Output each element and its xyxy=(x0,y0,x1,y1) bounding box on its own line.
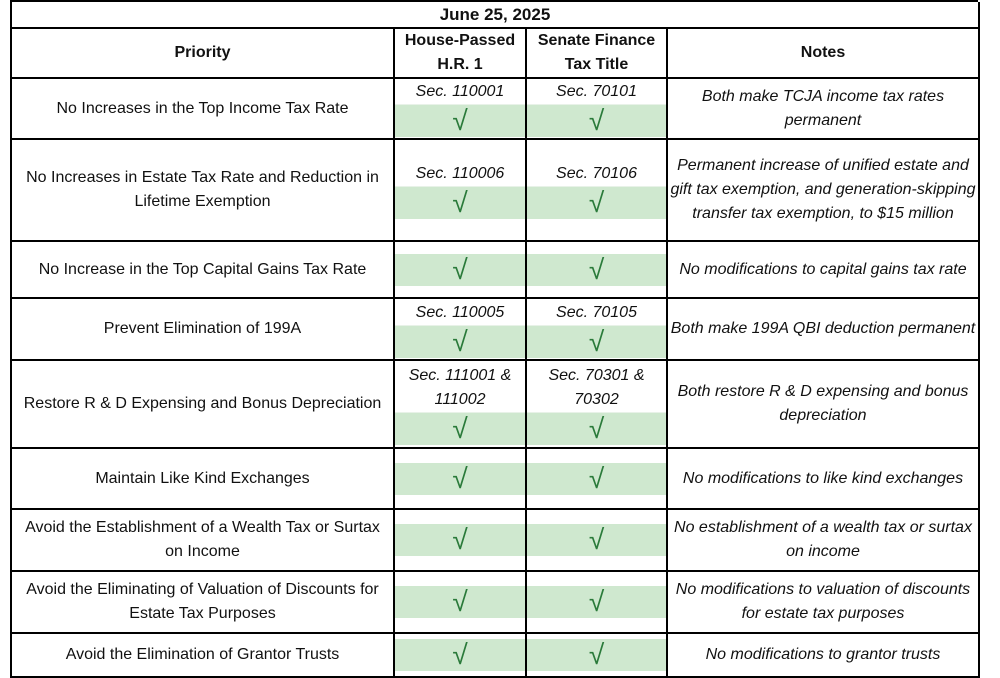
senate-cell xyxy=(526,139,667,241)
house-section-ref: Sec. 111001 & 111002 xyxy=(395,364,525,413)
notes-cell: No modifications to grantor trusts xyxy=(667,633,979,677)
table-row xyxy=(11,448,979,509)
table-row xyxy=(11,139,979,241)
senate-section-ref: Sec. 70106 xyxy=(527,162,666,187)
table-row xyxy=(11,571,979,633)
senate-header: Senate Finance Tax Title xyxy=(526,28,667,78)
senate-cell xyxy=(526,78,667,139)
checkmark-icon: √ xyxy=(395,105,525,137)
table-row xyxy=(11,241,979,298)
notes-cell: Both make TCJA income tax rates permanent xyxy=(667,78,979,139)
house-cell xyxy=(394,633,526,677)
notes-cell: No modifications to valuation of discounts for estate tax purposes xyxy=(667,571,979,633)
comparison-sheet xyxy=(10,0,978,675)
table-row xyxy=(11,298,979,360)
checkmark-icon: √ xyxy=(395,463,525,495)
notes-header: Notes xyxy=(667,28,979,78)
senate-cell xyxy=(526,448,667,509)
checkmark-icon: √ xyxy=(527,413,666,445)
house-cell xyxy=(394,448,526,509)
priority-cell: No Increases in the Top Income Tax Rate xyxy=(11,78,394,139)
house-section-ref: Sec. 110006 xyxy=(395,162,525,187)
header-row xyxy=(11,28,979,78)
senate-cell xyxy=(526,509,667,571)
senate-cell xyxy=(526,360,667,448)
priority-cell: No Increase in the Top Capital Gains Tax Rate xyxy=(11,241,394,298)
house-cell xyxy=(394,139,526,241)
notes-cell: Permanent increase of unified estate and gift tax exemption, and generation-skipping transfer tax exemption, to $15 million xyxy=(667,139,979,241)
senate-section-ref: Sec. 70301 & 70302 xyxy=(527,364,666,413)
house-cell xyxy=(394,298,526,360)
house-cell xyxy=(394,78,526,139)
house-cell xyxy=(394,241,526,298)
checkmark-icon: √ xyxy=(395,586,525,618)
priority-cell: No Increases in Estate Tax Rate and Reduction in Lifetime Exemption xyxy=(11,139,394,241)
priority-cell: Prevent Elimination of 199A xyxy=(11,298,394,360)
checkmark-icon: √ xyxy=(527,463,666,495)
priority-header: Priority xyxy=(11,28,394,78)
priority-cell: Avoid the Establishment of a Wealth Tax or Surtax on Income xyxy=(11,509,394,571)
checkmark-icon: √ xyxy=(395,413,525,445)
checkmark-icon: √ xyxy=(527,586,666,618)
priority-cell: Avoid the Eliminating of Valuation of Discounts for Estate Tax Purposes xyxy=(11,571,394,633)
priority-cell: Avoid the Elimination of Grantor Trusts xyxy=(11,633,394,677)
notes-cell: Both restore R & D expensing and bonus depreciation xyxy=(667,360,979,448)
checkmark-icon: √ xyxy=(527,254,666,286)
checkmark-icon: √ xyxy=(395,639,525,671)
senate-cell xyxy=(526,241,667,298)
checkmark-icon: √ xyxy=(527,639,666,671)
checkmark-icon: √ xyxy=(527,105,666,137)
house-section-ref: Sec. 110005 xyxy=(395,301,525,326)
house-section-ref: Sec. 110001 xyxy=(395,80,525,105)
checkmark-icon: √ xyxy=(395,326,525,358)
senate-section-ref: Sec. 70101 xyxy=(527,80,666,105)
checkmark-icon: √ xyxy=(395,254,525,286)
senate-section-ref: Sec. 70105 xyxy=(527,301,666,326)
senate-cell xyxy=(526,571,667,633)
checkmark-icon: √ xyxy=(527,187,666,219)
checkmark-icon: √ xyxy=(395,524,525,556)
table-row xyxy=(11,633,979,677)
table-row xyxy=(11,509,979,571)
table-body xyxy=(11,78,979,677)
checkmark-icon: √ xyxy=(395,187,525,219)
notes-cell: Both make 199A QBI deduction permanent xyxy=(667,298,979,360)
house-cell xyxy=(394,360,526,448)
priority-table xyxy=(10,27,980,678)
house-header: House-Passed H.R. 1 xyxy=(394,28,526,78)
house-cell xyxy=(394,571,526,633)
table-row xyxy=(11,360,979,448)
date-heading: June 25, 2025 xyxy=(10,2,980,27)
notes-cell: No modifications to like kind exchanges xyxy=(667,448,979,509)
checkmark-icon: √ xyxy=(527,524,666,556)
notes-cell: No establishment of a wealth tax or surtax on income xyxy=(667,509,979,571)
senate-cell xyxy=(526,298,667,360)
priority-cell: Restore R & D Expensing and Bonus Depreciation xyxy=(11,360,394,448)
senate-cell xyxy=(526,633,667,677)
priority-cell: Maintain Like Kind Exchanges xyxy=(11,448,394,509)
notes-cell: No modifications to capital gains tax rate xyxy=(667,241,979,298)
house-cell xyxy=(394,509,526,571)
table-row xyxy=(11,78,979,139)
checkmark-icon: √ xyxy=(527,326,666,358)
